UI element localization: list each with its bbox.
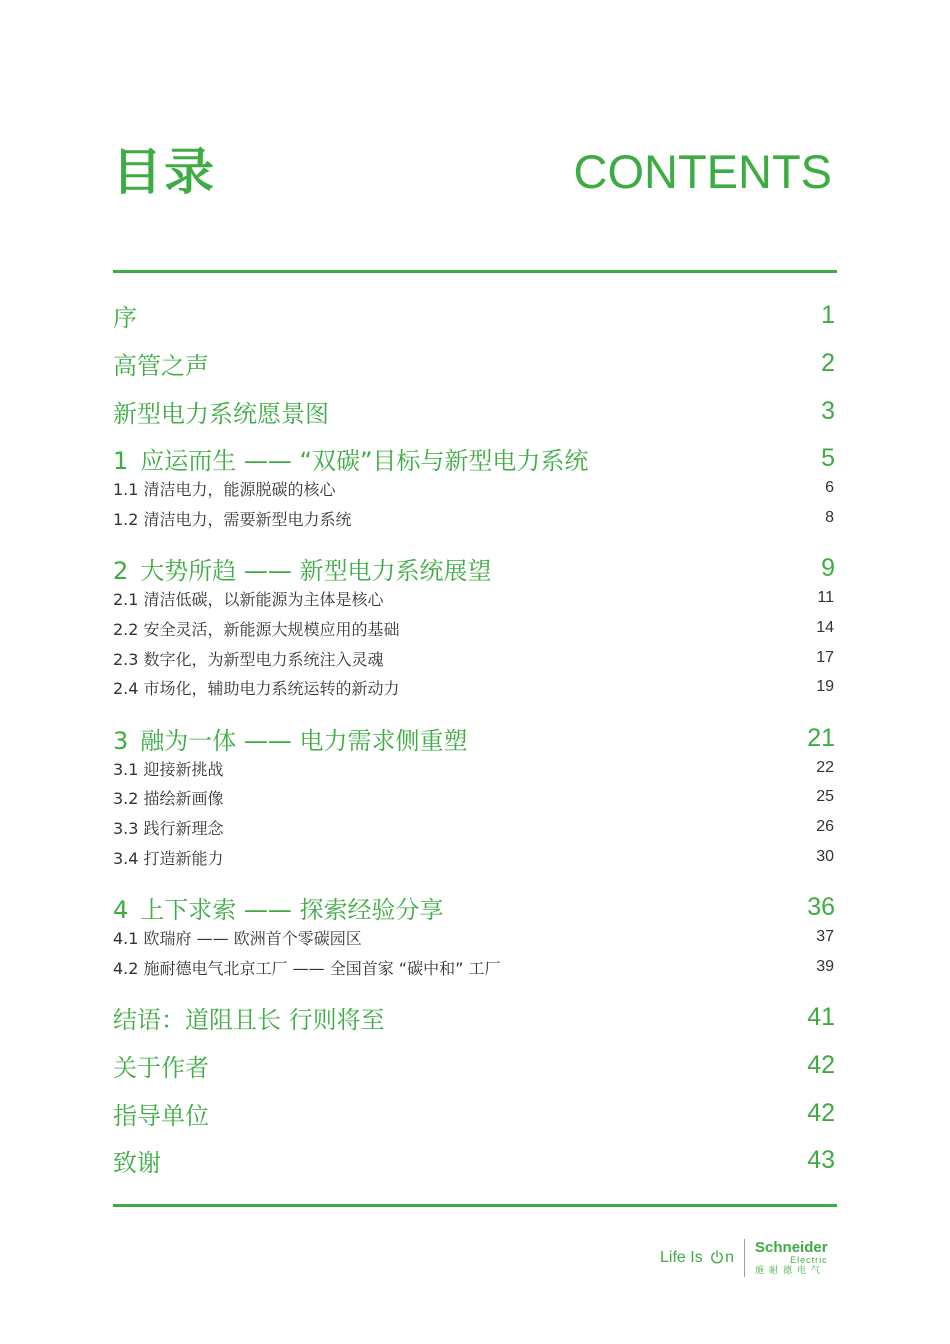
power-icon — [710, 1250, 724, 1264]
toc-entry-label: 2.3 数字化，为新型电力系统注入灵魂 — [113, 649, 384, 669]
chapter-number: 4 — [113, 895, 129, 924]
toc-entry-page: 2 — [821, 348, 835, 377]
toc-entry-guiding-units[interactable] — [113, 1096, 835, 1130]
toc-entry-label: 4.2 施耐德电气北京工厂 —— 全国首家 “碳中和” 工厂 — [113, 958, 501, 978]
toc-entry-page: 41 — [807, 1002, 835, 1031]
toc-chapter-1[interactable] — [113, 441, 835, 475]
logo-divider — [744, 1239, 745, 1277]
toc-section-3-3[interactable] — [113, 816, 835, 838]
top-divider — [113, 270, 837, 273]
toc-section-1-1[interactable] — [113, 477, 835, 499]
toc-entry-page: 3 — [821, 396, 835, 425]
toc-entry-label: 大势所趋 —— 新型电力系统展望 — [140, 556, 492, 585]
toc-entry-page: 1 — [821, 300, 835, 329]
toc-section-3-4[interactable] — [113, 846, 835, 868]
toc-entry-page: 11 — [817, 589, 834, 606]
toc-entry-label: 3.3 践行新理念 — [113, 818, 224, 838]
chapter-number: 2 — [113, 556, 129, 585]
toc-entry-label: 2.4 市场化，辅助电力系统运转的新动力 — [113, 678, 400, 698]
toc-entry-label: 3.2 描绘新画像 — [113, 788, 224, 808]
toc-section-2-1[interactable] — [113, 587, 835, 609]
toc-entry-acknowledgements[interactable] — [113, 1143, 835, 1177]
schneider-electric-logo — [755, 1240, 828, 1276]
bottom-divider — [113, 1204, 837, 1207]
toc-entry-label: 高管之声 — [113, 351, 209, 380]
toc-entry-about-authors[interactable] — [113, 1048, 835, 1082]
toc-section-4-1[interactable] — [113, 926, 835, 948]
toc-entry-page: 21 — [807, 723, 835, 752]
toc-entry-page: 19 — [816, 678, 834, 695]
toc-chapter-4[interactable] — [113, 890, 835, 924]
toc-entry-page: 43 — [807, 1145, 835, 1174]
toc-entry-label: 指导单位 — [113, 1101, 209, 1130]
chapter-number: 3 — [113, 726, 129, 755]
page-title-english: CONTENTS — [573, 145, 832, 198]
toc-entry-page: 5 — [821, 443, 835, 472]
toc-entry-page: 25 — [816, 788, 834, 805]
toc-entry-page: 8 — [825, 509, 834, 526]
toc-entry-page: 17 — [816, 649, 834, 666]
toc-entry-executive-voice[interactable] — [113, 346, 835, 380]
toc-entry-label: 结语：道阻且长 行则将至 — [113, 1005, 385, 1034]
toc-entry-label: 应运而生 —— “双碳”目标与新型电力系统 — [140, 446, 589, 475]
toc-section-3-2[interactable] — [113, 786, 835, 808]
toc-entry-page: 36 — [807, 892, 835, 921]
toc-entry-page: 30 — [816, 848, 834, 865]
toc-chapter-3[interactable] — [113, 721, 835, 755]
toc-entry-page: 37 — [816, 928, 834, 945]
toc-entry-label: 致谢 — [113, 1148, 161, 1177]
toc-entry-page: 9 — [821, 553, 835, 582]
toc-section-1-2[interactable] — [113, 507, 835, 529]
toc-entry-page: 42 — [807, 1098, 835, 1127]
toc-entry-preface[interactable] — [113, 298, 835, 332]
brand-subname: Electric — [790, 1255, 828, 1265]
toc-section-2-2[interactable] — [113, 617, 835, 639]
footer-logo — [660, 1236, 840, 1280]
toc-entry-page: 39 — [816, 958, 834, 975]
toc-entry-label: 2.1 清洁低碳，以新能源为主体是核心 — [113, 589, 384, 609]
page-title-chinese: 目录 — [112, 143, 216, 201]
toc-entry-label: 1.2 清洁电力，需要新型电力系统 — [113, 509, 352, 529]
toc-section-2-3[interactable] — [113, 647, 835, 669]
toc-entry-page: 6 — [825, 479, 834, 496]
toc-entry-vision-map[interactable] — [113, 394, 835, 428]
toc-chapter-2[interactable] — [113, 551, 835, 585]
toc-entry-label: 4.1 欧瑞府 —— 欧洲首个零碳园区 — [113, 928, 362, 948]
toc-section-2-4[interactable] — [113, 676, 835, 698]
toc-entry-conclusion[interactable] — [113, 1000, 835, 1034]
toc-entry-page: 26 — [816, 818, 834, 835]
toc-entry-label: 3.4 打造新能力 — [113, 848, 224, 868]
chapter-number: 1 — [113, 446, 129, 475]
toc-entry-page: 22 — [816, 759, 834, 776]
toc-entry-label: 新型电力系统愿景图 — [113, 399, 329, 428]
brand-chinese-name: 施耐德电气 — [755, 1266, 826, 1276]
toc-entry-page: 42 — [807, 1050, 835, 1079]
toc-section-4-2[interactable] — [113, 956, 835, 978]
toc-section-3-1[interactable] — [113, 757, 835, 779]
toc-entry-label: 2.2 安全灵活，新能源大规模应用的基础 — [113, 619, 400, 639]
toc-entry-page: 14 — [816, 619, 834, 636]
life-is-on-tagline: Life Is n — [660, 1249, 735, 1266]
toc-entry-label: 关于作者 — [113, 1053, 209, 1082]
toc-entry-label: 序 — [113, 303, 137, 332]
brand-name: Schneider — [755, 1239, 828, 1256]
toc-entry-label: 3.1 迎接新挑战 — [113, 759, 224, 779]
toc-entry-label: 1.1 清洁电力，能源脱碳的核心 — [113, 479, 336, 499]
toc-entry-label: 融为一体 —— 电力需求侧重塑 — [140, 726, 468, 755]
toc-entry-label: 上下求索 —— 探索经验分享 — [140, 895, 444, 924]
